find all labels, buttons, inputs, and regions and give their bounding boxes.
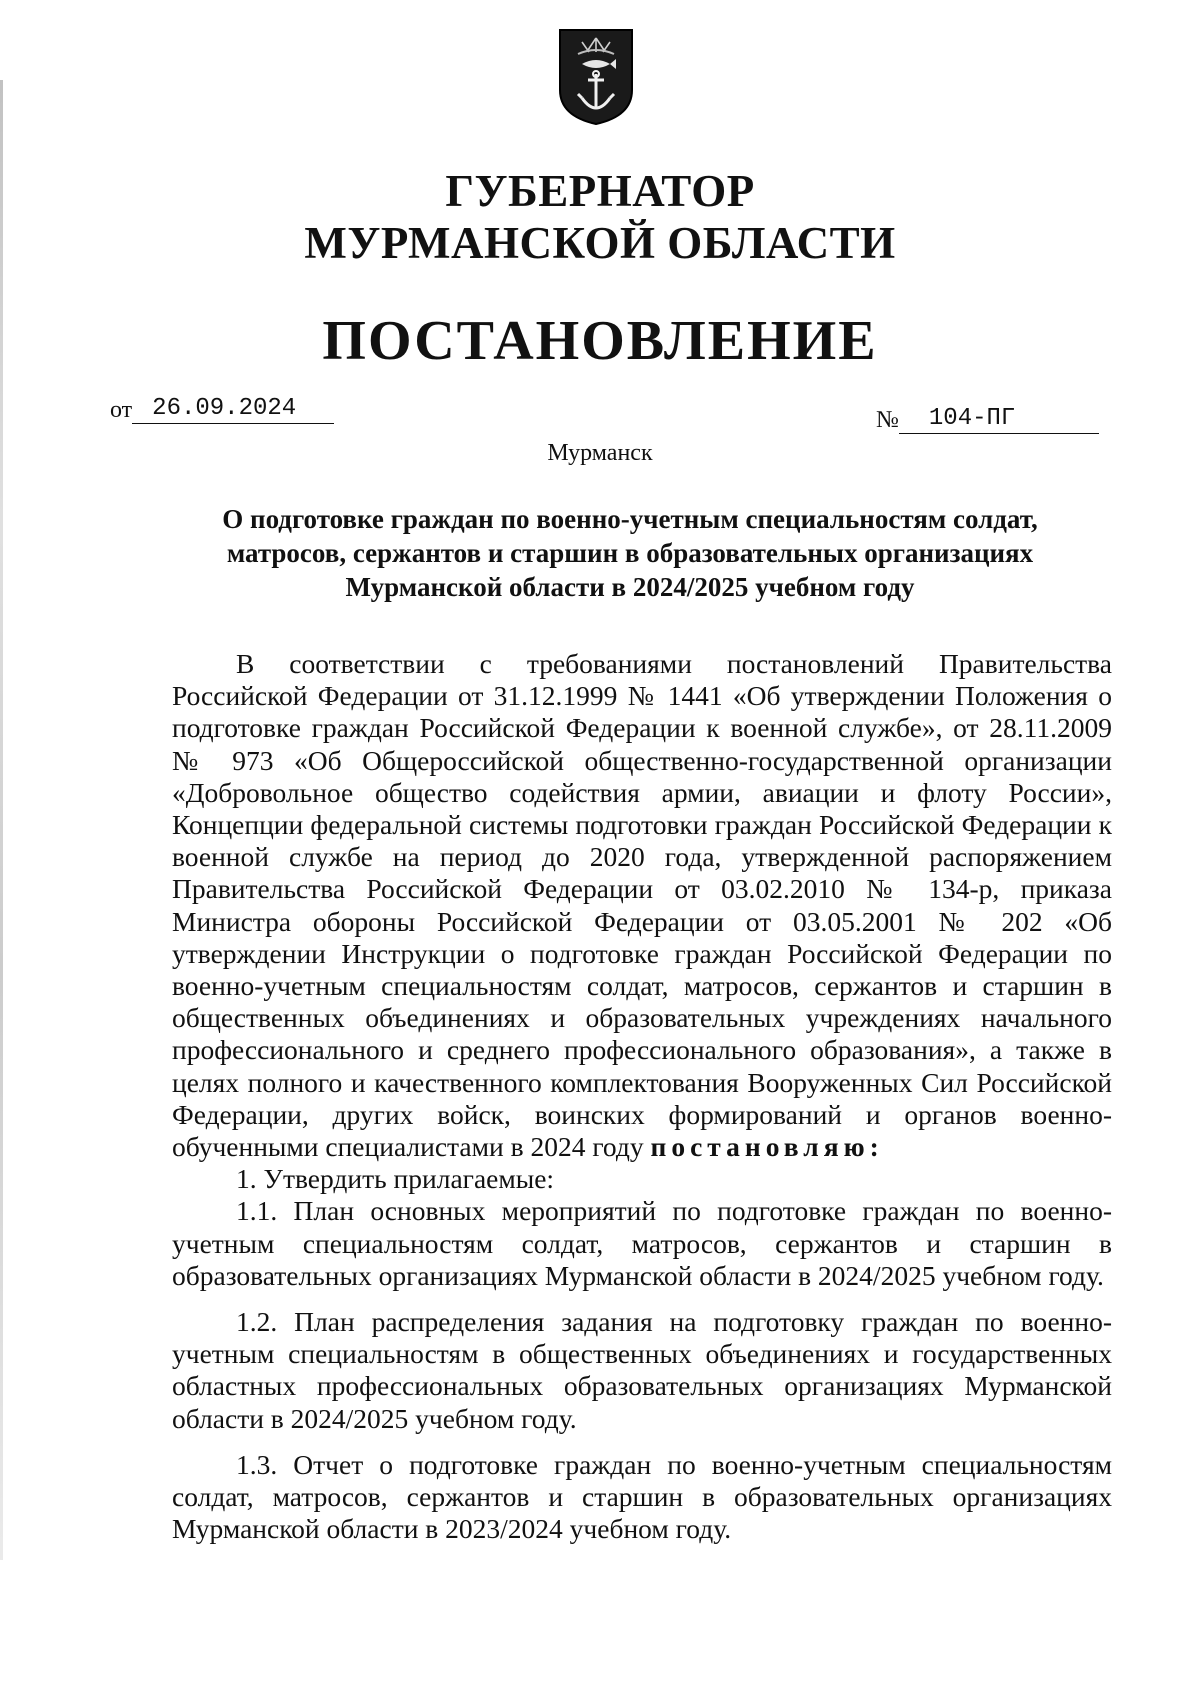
org-title-line-2: МУРМАНСКОЙ ОБЛАСТИ bbox=[304, 218, 896, 268]
item-1-2: 1.2. План распределения задания на подготовку граждан по военно-учетным специальностям в общественных объединениях и государственных областных профессиональных образовательных организациях Мурманской области в 2024/2025 учебном году. bbox=[172, 1306, 1112, 1434]
document-type-title: ПОСТАНОВЛЕНИЕ bbox=[322, 310, 878, 372]
number-value: 104-ПГ bbox=[899, 406, 1099, 434]
number-prefix: № bbox=[876, 407, 899, 433]
murmansk-coat-of-arms-icon bbox=[558, 28, 634, 126]
date-prefix: от bbox=[110, 397, 133, 423]
city-name: Мурманск bbox=[547, 440, 653, 466]
decree-word: постановляю bbox=[650, 1131, 870, 1163]
number-field bbox=[876, 406, 1099, 434]
document-subject: О подготовке граждан по военно-учетным специальностям солдат, матросов, сержантов и старшин в образовательных организациях Мурманской области в 2024/2025 учебном году bbox=[222, 504, 1038, 602]
scan-edge-shadow bbox=[0, 80, 3, 1560]
preamble-text: В соответствии с требованиями постановлений Правительства Российской Федерации от 31.12.1999 № 1441 «Об утверждении Положения о подготовке граждан Российской Федерации к военной службе», от 28.11.2009 № 973 «Об Общероссийской общественно-государственной организации «Добровольное общество содействия армии, авиации и флоту России», Концепции федеральной системы подготовки граждан Российской Федерации к военной службе на период до 2020 года, утвержденной распоряжением Правительства Российской Федерации от 03.02.2010 № 134-р, приказа Министра обороны Российской Федерации от 03.05.2001 № 202 «Об утверждении Инструкции о подготовке граждан Российской Федерации по военно-учетным специальностям солдат, матросов, сержантов и старшин в общественных объединениях и образовательных учреждениях начального профессионального и среднего профессионального образования», а также в целях полного и качественного комплектования Вооруженных Сил Российской Федерации, других войск, воинских формирований и органов военно-обученными специалистами в 2024 году bbox=[172, 648, 1112, 1163]
preamble-paragraph bbox=[172, 648, 1112, 1163]
item-1-1: 1.1. План основных мероприятий по подготовке граждан по военно-учетным специальностям солдат, матросов, сержантов и старшин в образовательных организациях Мурманской области в 2024/2025 учебном году. bbox=[172, 1195, 1112, 1291]
item-1: 1. Утвердить прилагаемые: bbox=[236, 1163, 555, 1195]
org-title-line-1: ГУБЕРНАТОР bbox=[445, 166, 755, 216]
document-body bbox=[172, 648, 1112, 1545]
decree-colon: : bbox=[869, 1131, 879, 1163]
date-value: 26.09.2024 bbox=[132, 396, 334, 424]
date-field bbox=[110, 396, 334, 424]
item-1-3: 1.3. Отчет о подготовке граждан по военно-учетным специальностям солдат, матросов, сержантов и старшин в образовательных организациях Мурманской области в 2023/2024 учебном году. bbox=[172, 1448, 1112, 1545]
